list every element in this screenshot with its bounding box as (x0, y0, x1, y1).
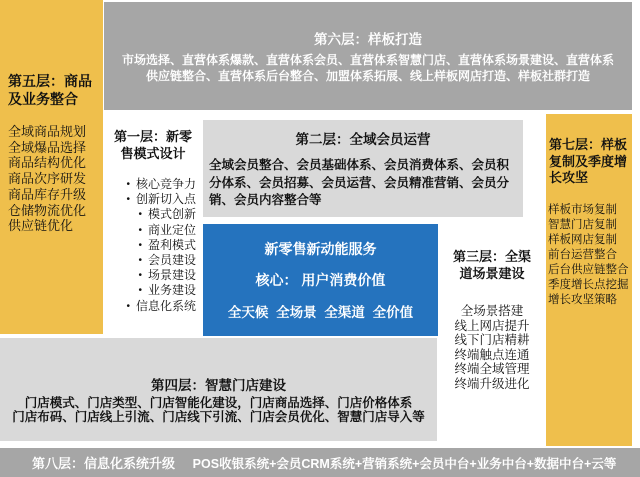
layer4-body-line1: 门店模式、门店类型、门店智能化建设，门店商品选择、门店价格体系 (24, 396, 413, 410)
layer7-title: 第七层：样板复制及季度增长攻坚 (549, 137, 628, 185)
list-item: 终端触点连通 (454, 347, 530, 362)
list-item: 全域商品规划 (8, 124, 87, 139)
core-line2: 核心： 用户消费价值 (255, 272, 386, 288)
list-item-label: 创新切入点 (135, 192, 196, 207)
list-item: 前台运营整合 (548, 248, 617, 261)
core-panel (203, 224, 438, 336)
list-item: 商品结构优化 (8, 155, 87, 171)
list-item (105, 192, 196, 207)
list-item-label: 核心竞争力 (135, 177, 196, 191)
list-item: 季度增长点挖掘 (548, 278, 629, 291)
list-item: 增长攻坚策略 (548, 293, 617, 306)
list-item: 全域爆品选择 (8, 139, 87, 155)
list-item: 商品次序研发 (8, 171, 87, 187)
layer2-body: 全域会员整合、会员基础体系、会员消费体系、会员积分体系、会员招募、会员运营、会员精准营销、会员分销、会员内容整合等 (209, 158, 510, 207)
layer5-panel (0, 0, 103, 334)
layer8-title: 第八层：信息化系统升级 (32, 456, 176, 471)
layer4-title: 第四层：智慧门店建设 (151, 378, 286, 393)
layer3-list (440, 304, 544, 392)
layer5-list (0, 108, 103, 234)
list-item-label: 信息化系统 (135, 298, 196, 313)
list-item: 供应链优化 (8, 218, 74, 234)
list-item (105, 238, 196, 253)
list-item: 商品库存升级 (8, 186, 87, 202)
list-item: 智慧门店复制 (548, 218, 617, 231)
list-item-label: 模式创新 (147, 207, 196, 222)
bullet-icon: • (126, 194, 130, 206)
list-item-label: 盈利模式 (147, 237, 196, 252)
layer8-body: POS收银系统+会员CRM系统+营销系统+会员中台+业务中台+数据中台+云等 (192, 456, 617, 471)
list-item-label: 业务建设 (147, 283, 196, 298)
list-item: 终端全域管理 (454, 362, 530, 377)
bullet-icon: • (138, 255, 142, 267)
layer7-panel (546, 114, 632, 446)
list-item (105, 177, 196, 192)
bullet-icon: • (138, 224, 142, 236)
list-item: 后台供应链整合 (548, 263, 629, 276)
layer1-list (105, 177, 201, 314)
list-item-label: 会员建设 (147, 253, 196, 268)
core-line1: 新零售新动能服务 (264, 241, 377, 257)
layer4-body-line2: 门店布码、门店线上引流、门店线下引流、门店会员优化、智慧门店导入等 (12, 410, 425, 424)
list-item (105, 253, 196, 268)
layer3-title: 第三层：全渠道场景建设 (452, 249, 531, 281)
list-item (105, 223, 196, 238)
layer7-list (546, 203, 632, 308)
bullet-icon: • (138, 285, 142, 297)
bullet-icon: • (138, 209, 142, 221)
bullet-icon: • (138, 239, 142, 251)
list-item: 仓储物流优化 (8, 202, 87, 218)
bullet-icon: • (126, 300, 130, 312)
list-item (105, 268, 196, 283)
layer6-title: 第六层：样板打造 (314, 32, 422, 47)
bullet-icon: • (138, 270, 142, 282)
layer2-panel (203, 120, 523, 217)
list-item (105, 207, 196, 222)
bullet-icon: • (126, 179, 130, 190)
list-item: 样板网店复制 (548, 233, 617, 246)
layer4-body (0, 396, 437, 424)
list-item: 终端升级进化 (454, 376, 530, 391)
layer1-title: 第一层：新零售模式设计 (113, 129, 192, 161)
list-item (105, 299, 196, 314)
layer4-panel (0, 338, 437, 441)
list-item: 线上网店提升 (454, 318, 530, 333)
layer2-title: 第二层：全域会员运营 (295, 132, 431, 147)
list-item: 线下门店精耕 (454, 333, 530, 348)
layer5-title: 第五层：商品及业务整合 (8, 73, 92, 107)
layer6-body: 市场选择、直营体系爆款、直营体系会员、直营体系智慧门店、直营体系场景建设、直营体系供应链整合、直营体系后台整合、加盟体系拓展、线上样板网店打造、样板社群打造 (121, 53, 614, 83)
list-item: 样板市场复制 (548, 203, 617, 216)
layer3-panel (440, 240, 544, 438)
core-line3: 全天候 全场景 全渠道 全价值 (227, 305, 414, 320)
list-item-label: 场景建设 (147, 268, 196, 283)
layer8-bar (0, 448, 640, 477)
list-item-label: 商业定位 (147, 222, 196, 237)
list-item: 全场景搭建 (460, 304, 524, 318)
layer6-panel (104, 2, 632, 110)
layer1-panel (105, 116, 201, 334)
list-item (105, 283, 196, 298)
